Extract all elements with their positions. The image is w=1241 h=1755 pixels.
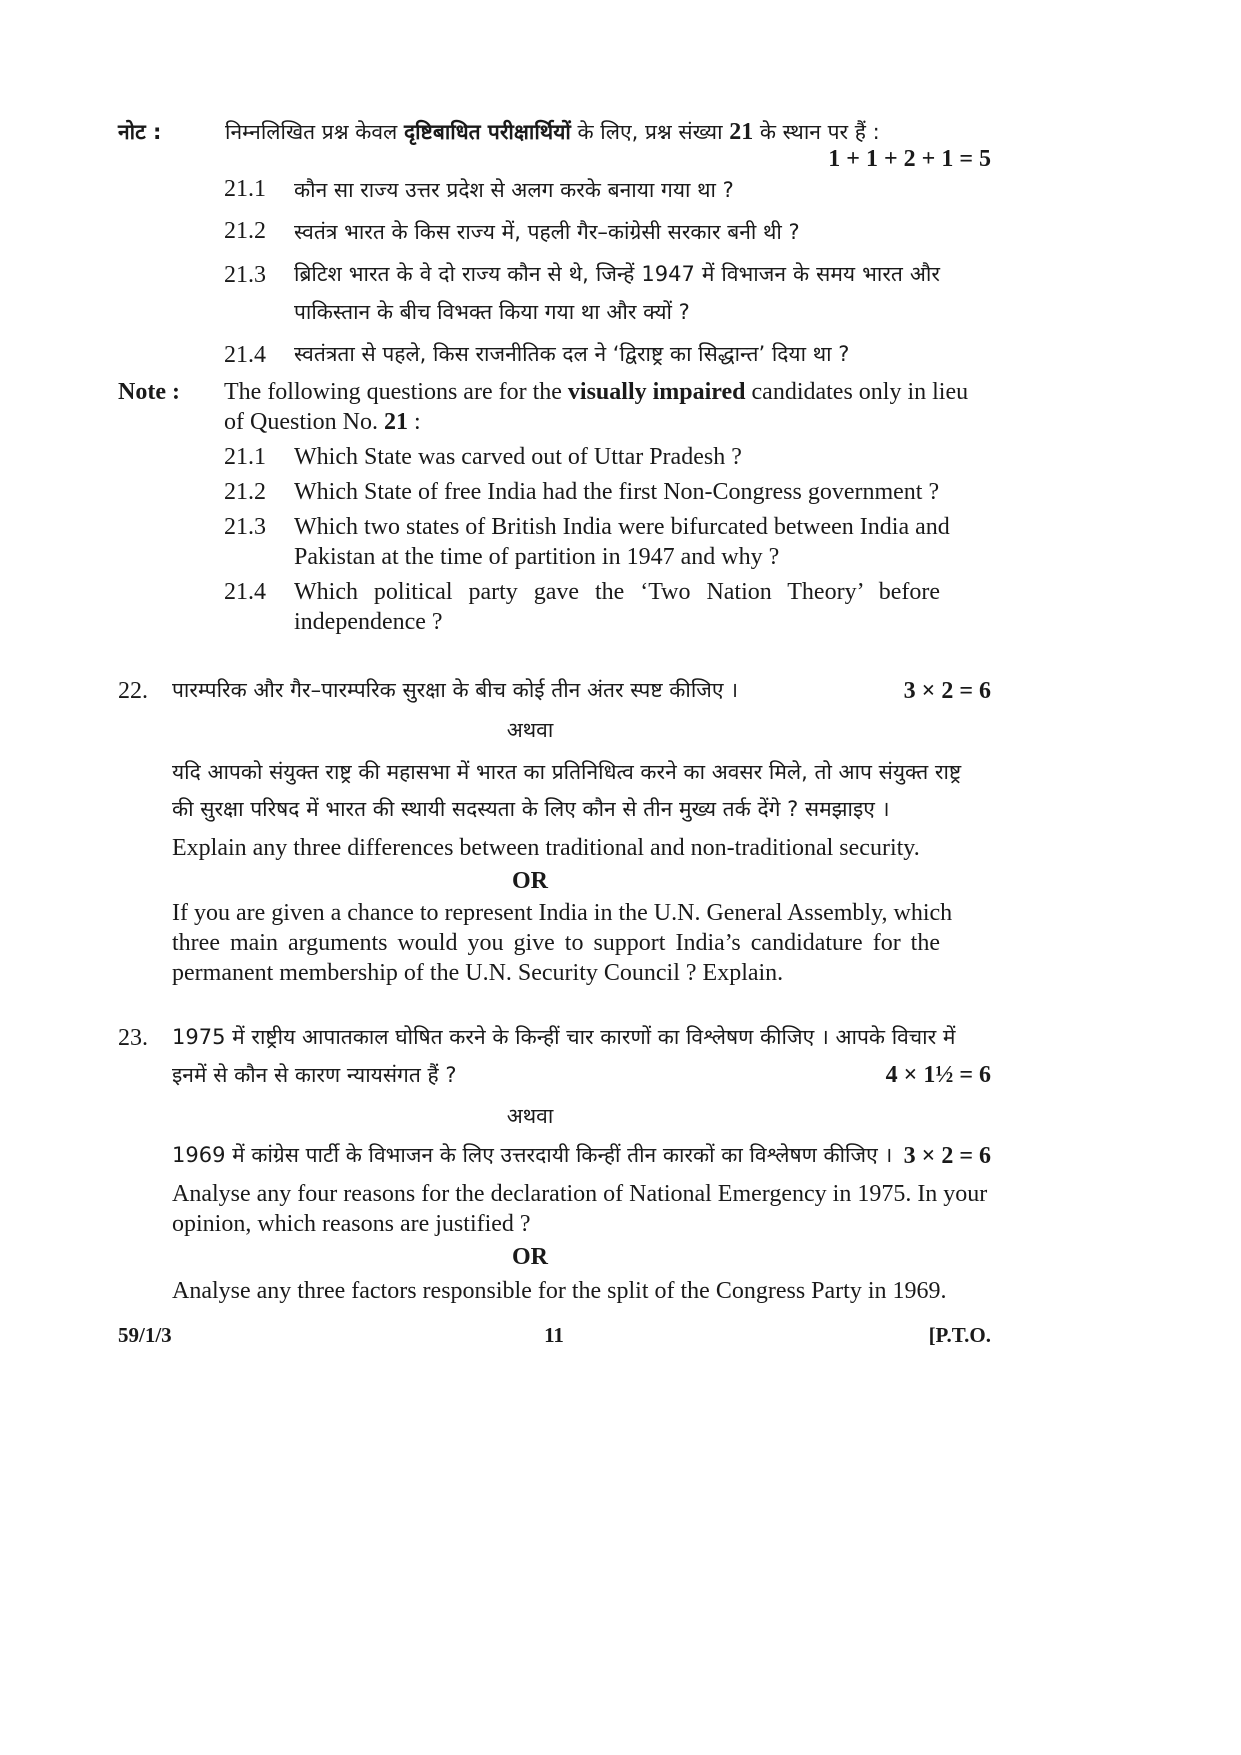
note-hi-item-4-text: स्वतंत्रता से पहले, किस राजनीतिक दल ने ‘द्विराष्ट्र का सिद्धान्त’ दिया था ? (294, 342, 850, 366)
note-hi-text-post: के स्थान पर हैं : (753, 120, 880, 144)
q23-athva: अथवा (506, 1104, 554, 1128)
q23-marks2: 3 × 2 = 6 (903, 1143, 991, 1169)
q22-en-or-line1: If you are given a chance to represent India in the U.N. General Assembly, which (172, 900, 953, 926)
q23-hi-line1: 1975 में राष्ट्रीय आपातकाल घोषित करने के किन्हीं चार कारणों का विश्लेषण कीजिए । आपके विचार में (172, 1025, 956, 1049)
note-hi-item-1-num: 21.1 (224, 176, 266, 202)
note-hi-text (225, 118, 880, 146)
q22-hi-or-line1: यदि आपको संयुक्त राष्ट्र की महासभा में भारत का प्रतिनिधित्व करने का अवसर मिले, तो आप संयुक्त राष्ट्र (172, 760, 962, 784)
q22-hi-or-line2: की सुरक्षा परिषद में भारत की स्थायी सदस्यता के लिए कौन से तीन मुख्य तर्क देंगे ? समझाइए । (172, 797, 890, 821)
q22-athva: अथवा (506, 718, 554, 742)
note-en-text-pre: The following questions are for the (224, 379, 568, 405)
q22-en-or-line3: permanent membership of the U.N. Security Council ? Explain. (172, 960, 784, 986)
note-hi-item-4-num: 21.4 (224, 342, 266, 368)
q23-en-line2: opinion, which reasons are justified ? (172, 1211, 531, 1237)
note-en-item-1-num: 21.1 (224, 444, 266, 470)
note-hi-item-2-text: स्वतंत्र भारत के किस राज्य में, पहली गैर–कांग्रेसी सरकार बनी थी ? (294, 220, 800, 244)
note-hi-marks: 1 + 1 + 2 + 1 = 5 (828, 146, 991, 172)
q23-en-line1: Analyse any four reasons for the declaration of National Emergency in 1975. In your (172, 1181, 988, 1207)
note-en-item-3-line2: Pakistan at the time of partition in 1947 and why ? (294, 544, 780, 570)
q22-or: OR (512, 868, 548, 894)
note-en-item-4-line1: Which political party gave the ‘Two Nation Theory’ before (294, 579, 940, 605)
q23-hi-or: 1969 में कांग्रेस पार्टी के विभाजन के लिए उत्तरदायी किन्हीं तीन कारकों का विश्लेषण कीजिए । (172, 1143, 893, 1167)
footer-page-number: 11 (544, 1323, 564, 1347)
note-hi-item-3-num: 21.3 (224, 262, 266, 288)
note-en-item-4-line2: independence ? (294, 609, 443, 635)
note-hi-item-2-num: 21.2 (224, 218, 266, 244)
q23-number: 23. (118, 1025, 148, 1051)
q22-hi-text: पारम्परिक और गैर–पारम्परिक सुरक्षा के बीच कोई तीन अंतर स्पष्ट कीजिए । (172, 678, 739, 702)
footer-paper-code: 59/1/3 (118, 1323, 172, 1347)
note-en-item-1-text: Which State was carved out of Uttar Pradesh ? (294, 444, 742, 470)
note-en-text-post: candidates only in lieu (745, 379, 969, 405)
note-en-item-3-line1: Which two states of British India were bifurcated between India and (294, 514, 950, 540)
note-hi-text-bold: दृष्टिबाधित परीक्षार्थियों (403, 120, 571, 144)
note-hi-item-3-line1: ब्रिटिश भारत के वे दो राज्य कौन से थे, जिन्हें 1947 में विभाजन के समय भारत और (294, 262, 940, 286)
note-en-item-2-text: Which State of free India had the first Non-Congress government ? (294, 479, 940, 505)
note-en-item-4-num: 21.4 (224, 579, 266, 605)
note-en-line2 (224, 409, 421, 436)
note-hi-text-num: 21 (729, 119, 754, 145)
q23-en-or: Analyse any three factors responsible for the split of the Congress Party in 1969. (172, 1278, 947, 1304)
note-hi-text-pre: निम्नलिखित प्रश्न केवल (225, 120, 404, 144)
q22-marks: 3 × 2 = 6 (903, 678, 991, 704)
note-en-label: Note : (118, 379, 180, 405)
q22-en-or-line2: three main arguments would you give to support India’s candidature for the (172, 930, 940, 956)
note-en-item-3-num: 21.3 (224, 514, 266, 540)
note-hi-item-1-text: कौन सा राज्य उत्तर प्रदेश से अलग करके बनाया गया था ? (294, 178, 734, 202)
note-en-line2-pre: of Question No. (224, 409, 384, 435)
note-en-line1 (224, 379, 969, 406)
q23-hi-line2: इनमें से कौन से कारण न्यायसंगत हैं ? (172, 1063, 457, 1087)
q23-marks1: 4 × 1½ = 6 (885, 1062, 991, 1088)
note-en-line2-post: : (407, 409, 421, 435)
note-hi-item-3-line2: पाकिस्तान के बीच विभक्त किया गया था और क्यों ? (294, 300, 690, 324)
note-hi-label: नोट : (118, 120, 162, 144)
note-en-item-2-num: 21.2 (224, 479, 266, 505)
note-en-line2-num: 21 (383, 409, 408, 435)
q22-en-text: Explain any three differences between traditional and non-traditional security. (172, 835, 920, 861)
q23-or: OR (512, 1244, 548, 1270)
q22-number: 22. (118, 678, 148, 704)
note-hi-text-mid: के लिए, प्रश्न संख्या (570, 120, 730, 144)
note-en-text-bold: visually impaired (567, 379, 746, 405)
footer-pto: [P.T.O. (928, 1323, 991, 1347)
